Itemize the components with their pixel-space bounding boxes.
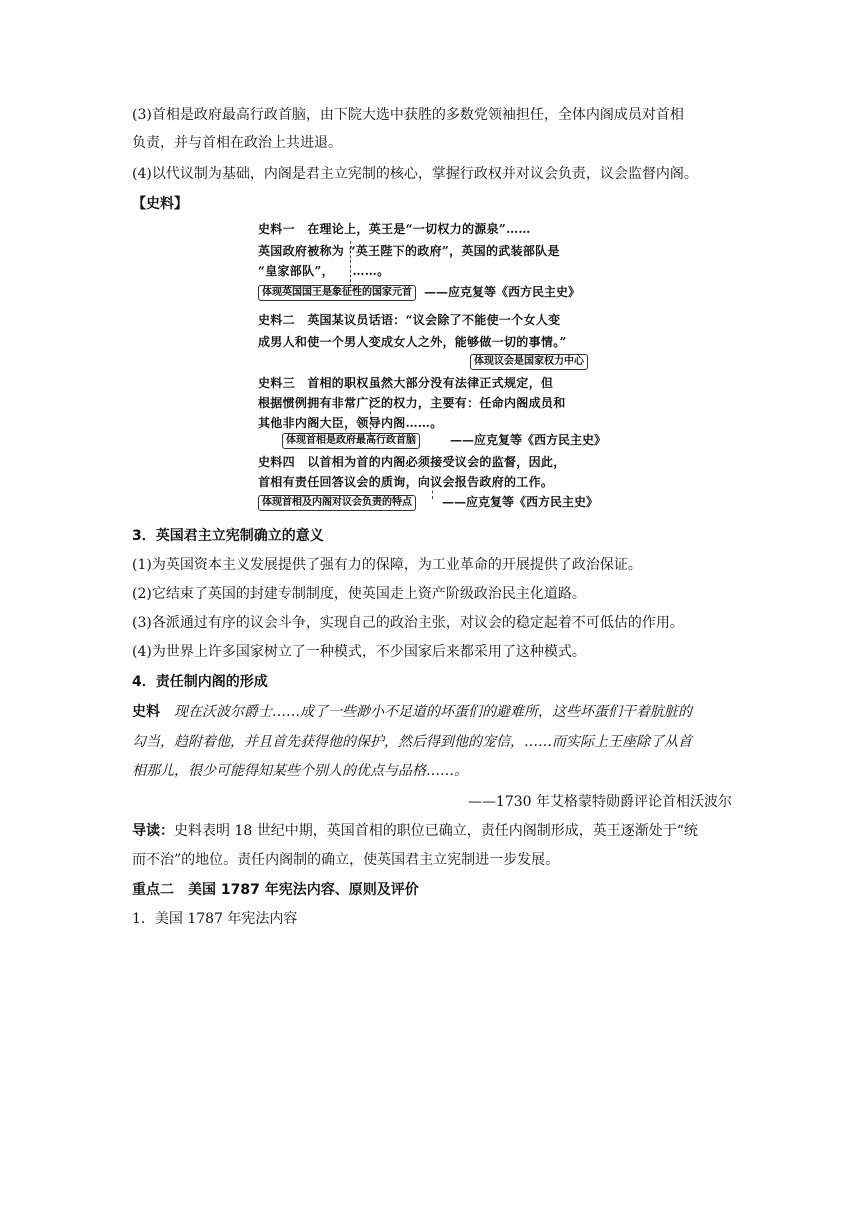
material-3-source: ——应克复等《西方民主史》	[450, 433, 607, 447]
section-3-item-1: (1)为英国资本主义发展提供了强有力的保障，为工业革命的开展提供了政治保证。	[132, 557, 642, 573]
paragraph-4: (4)以代议制为基础，内阁是君主立宪制的核心，掌握行政权并对议会负责，议会监督内阁。	[132, 166, 698, 182]
material-3-line2: 根据惯例拥有非常广泛的权力，主要有：任命内阁成员和	[258, 396, 566, 410]
section-4-attribution: ——1730 年艾格蒙特勋爵评论首相沃波尔	[467, 794, 732, 810]
paragraph-3-line1: (3)首相是政府最高行政首脑，由下院大选中获胜的多数党领袖担任，全体内阁成员对首相	[132, 107, 684, 123]
source-text-1: 现在沃波尔爵士……成了一些渺小不足道的坏蛋们的避难所，这些坏蛋们干着肮脏的	[160, 704, 692, 720]
key-point-2-heading: 重点二 美国 1787 年宪法内容、原则及评价	[132, 882, 419, 898]
connector-line	[432, 479, 433, 499]
section-3-item-4: (4)为世界上许多国家树立了一种模式，不少国家后来都采用了这种模式。	[132, 644, 586, 660]
section-3-heading: 3．英国君主立宪制确立的意义	[132, 528, 324, 544]
guide-text-1: 史料表明 18 世纪中期，英国首相的职位已确立，责任内阁制形成，英王逐渐处于“统	[174, 823, 698, 839]
material-1-line3: “皇家部队”， ……。	[258, 264, 390, 278]
paragraph-3-line2: 负责，并与首相在政治上共进退。	[132, 135, 342, 151]
material-2-tag: 体现议会是国家权力中心	[470, 354, 588, 370]
material-1-line2: 英国政府被称为 “英王陛下的政府”，英国的武装部队是	[258, 244, 560, 258]
section-3-item-2: (2)它结束了英国的封建专制制度，使英国走上资产阶级政治民主化道路。	[132, 586, 586, 602]
source-label: 史料	[132, 704, 160, 720]
guide-label: 导读：	[132, 823, 174, 839]
materials-figure	[258, 215, 607, 515]
material-4-line1: 史料四 以首相为首的内阁必须接受议会的监督，因此，	[258, 455, 566, 469]
material-3-line1: 史料三 首相的职权虽然大部分没有法律正式规定，但	[258, 376, 554, 390]
section-4-heading: 4．责任制内阁的形成	[132, 674, 268, 690]
shiliao-heading: 【史料】	[132, 196, 188, 212]
section-4-source-line3: 相那儿，很少可能得知某些个别人的优点与品格……。	[132, 763, 468, 779]
section-4-source-line2: 勾当，趋附着他，并且首先获得他的保护，然后得到他的宠信，……而实际上王座除了从首	[132, 734, 692, 750]
material-1-source: ——应克复等《西方民主史》	[424, 285, 581, 299]
key-point-2-subheading: 1．美国 1787 年宪法内容	[132, 911, 298, 927]
material-2-line2: 成男人和使一个男人变成女人之外，能够做一切的事情。”	[258, 335, 567, 349]
section-3-item-3: (3)各派通过有序的议会斗争，实现自己的政治主张，对议会的稳定起着不可低估的作用。	[132, 615, 684, 631]
section-4-source-line1	[132, 698, 732, 726]
material-4-line2: 首相有责任回答议会的质询，向议会报告政府的工作。	[258, 475, 554, 489]
material-3-tag: 体现首相是政府最高行政首脑	[282, 433, 420, 449]
material-4-tag: 体现首相及内阁对议会负责的特点	[258, 495, 416, 511]
guide-line2: 而不治”的地位。责任内阁制的确立，使英国君主立宪制进一步发展。	[132, 852, 560, 868]
guide-line1	[132, 817, 732, 845]
material-1-line1: 史料一 在理论上，英王是“一切权力的源泉”……	[258, 222, 531, 236]
material-4-source: ——应克复等《西方民主史》	[442, 495, 599, 509]
material-3-line3: 其他非内阁大臣，领导内阁……。	[258, 416, 443, 430]
material-1-tag: 体现英国国王是象征性的国家元首	[258, 285, 416, 301]
material-2-line1: 史料二 英国某议员话语：“议会除了不能使一个女人变	[258, 313, 561, 327]
